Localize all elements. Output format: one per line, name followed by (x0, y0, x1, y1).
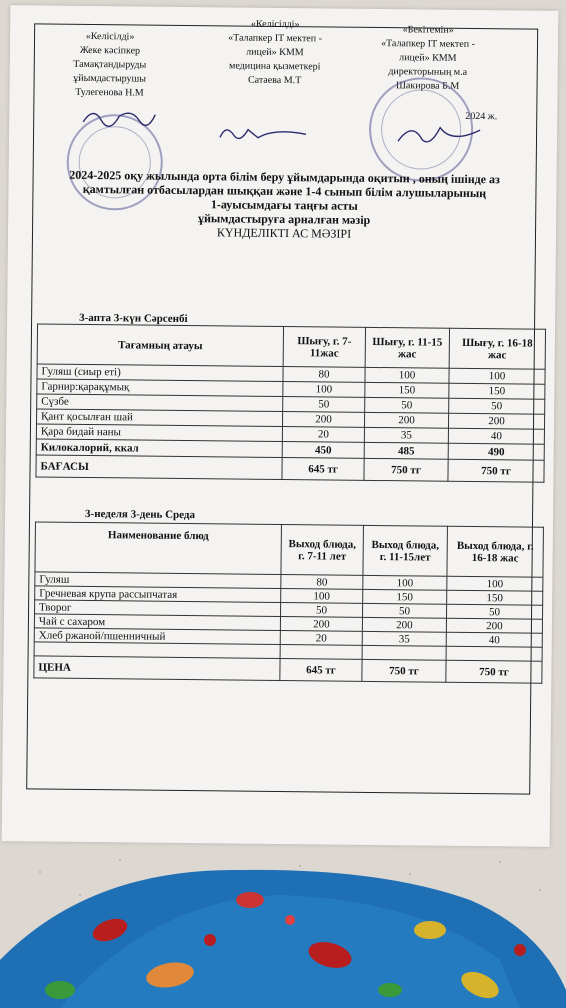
portion-value: 80 (283, 367, 365, 383)
section-label-ru: 3-неделя 3-день Среда (85, 507, 196, 522)
table-header-row (35, 522, 543, 577)
portion-value: 35 (362, 631, 446, 646)
portion-value: 100 (449, 368, 545, 384)
approval-middle-line: «Келісілді» (250, 18, 300, 31)
portion-value: 100 (281, 589, 363, 604)
table-header-row (37, 324, 545, 369)
section-label-kz: 3-апта 3-күн Сәрсенбі (79, 311, 188, 326)
portion-value: 200 (282, 412, 364, 428)
approval-left-line: ұйымдастырушы (73, 72, 147, 85)
approval-left-line: «Келісілді» (85, 30, 135, 43)
approval-right-line: Шакирова Б.М (395, 80, 460, 92)
menu-document (2, 5, 559, 847)
portion-value: 200 (362, 617, 446, 632)
portion-value: 80 (281, 575, 363, 590)
approval-left (49, 30, 170, 101)
dish-name: Сүзбе (37, 394, 283, 412)
dish-name: Қант қосылған шай (37, 409, 283, 427)
approval-left-line: Тамақтандыруды (73, 58, 147, 71)
title-line: 1-ауысымдағы таңғы асты (210, 197, 358, 213)
portion-value: 40 (446, 632, 542, 647)
approval-middle-line: медицина қызметкері (228, 60, 321, 73)
title-line: 2024-2025 оқу жылында орта білім беру ұйымдарында оқитын , оның ішінде аз (69, 167, 500, 187)
handwritten-signature-left (79, 102, 159, 133)
portion-value: 50 (283, 397, 365, 413)
portion-value: 20 (280, 631, 362, 646)
portion-value: 200 (446, 618, 542, 633)
kcal-value: 490 (448, 443, 544, 460)
kcal-value: 485 (364, 442, 448, 459)
header-portion: Шығу, г. 11-15 жас (365, 327, 449, 368)
approval-middle-line: «Талапкер IT мектеп - (228, 32, 323, 45)
menu-table-kz (35, 323, 546, 482)
portion-value: 150 (449, 383, 545, 399)
portion-value: 100 (283, 382, 365, 398)
approval-middle (200, 17, 351, 89)
dish-name: Гуляш (35, 572, 281, 589)
price-row (36, 455, 544, 482)
price-label: ЦЕНА (34, 656, 280, 681)
portion-value: 200 (280, 617, 362, 632)
handwritten-signature-middle (214, 119, 314, 146)
title-line: ұйымдастыруға арналған мәзір (197, 211, 371, 227)
portion-value: 100 (363, 575, 447, 590)
portion-value: 50 (446, 604, 542, 619)
approval-left-line: Жеке кәсіпкер (79, 44, 141, 57)
document-title (32, 167, 537, 242)
dish-name: Қара бидай наны (36, 424, 282, 442)
kcal-label: Килокалорий, ккал (36, 439, 282, 458)
title-line: қамтылған отбасылардан шыққан және 1-4 сынып білім алушыларының (82, 181, 487, 201)
price-value: 750 тг (364, 458, 448, 481)
price-value: 750 тг (362, 659, 446, 682)
portion-value: 100 (365, 367, 449, 383)
header-portion: Шығу, г. 16-18 жас (449, 328, 545, 369)
header-portion: Выход блюда, г. 11-15лет (363, 525, 448, 576)
menu-table-ru (33, 521, 544, 683)
portion-value: 35 (364, 427, 448, 443)
kcal-value: 450 (282, 442, 364, 459)
dish-name: Гречневая крупа рассыпчатая (35, 586, 281, 603)
approval-right-line: директорының м.а (388, 66, 468, 78)
portion-value: 200 (448, 413, 544, 429)
approval-left-line: Тулегенова Н.М (75, 86, 144, 99)
portion-value: 50 (363, 603, 447, 618)
portion-value: 50 (449, 398, 545, 414)
header-dish-name: Тағамның атауы (37, 324, 283, 367)
title-line-main: КҮНДЕЛІКТІ АС МӘЗІРІ (216, 225, 352, 241)
portion-value: 40 (448, 428, 544, 444)
dish-name: Чай с сахаром (34, 614, 280, 631)
header-dish-name: Наименование блюд (35, 522, 282, 575)
header-portion: Выход блюда, г. 16-18 жас (447, 526, 544, 577)
portion-value: 150 (365, 382, 449, 398)
header-portion: Шығу, г. 7-11жас (283, 327, 365, 368)
price-value: 645 тг (280, 659, 362, 682)
approval-date: 2024 ж. (465, 110, 498, 123)
portion-value: 100 (447, 576, 543, 591)
handwritten-signature-right (394, 119, 484, 150)
dish-name: Гуляш (сиыр еті) (37, 364, 283, 382)
portion-value: 50 (281, 603, 363, 618)
header-portion: Выход блюда, г. 7-11 лет (281, 525, 364, 576)
portion-value: 200 (364, 412, 448, 428)
portion-value: 150 (447, 590, 543, 605)
dish-name: Хлеб ржаной/пшенничный (34, 628, 280, 645)
approval-middle-line: Сатаева М.Т (247, 74, 302, 87)
price-value: 750 тг (446, 660, 542, 683)
price-value: 750 тг (448, 459, 544, 482)
portion-value: 150 (363, 589, 447, 604)
dish-name: Творог (35, 600, 281, 617)
approval-middle-line: лицей» КММ (246, 46, 304, 59)
approval-right-line: «Бекітемін» (402, 24, 454, 36)
price-value: 645 тг (282, 458, 364, 481)
portion-value: 50 (365, 397, 449, 413)
approval-right-line: «Талапкер IT мектеп - (381, 38, 475, 51)
price-label: БАҒАСЫ (36, 455, 282, 480)
price-row (34, 656, 542, 683)
dish-name: Гарнир:қарақұмық (37, 379, 283, 397)
approval-right-line: лицей» КММ (399, 52, 457, 64)
portion-value: 20 (282, 427, 364, 443)
